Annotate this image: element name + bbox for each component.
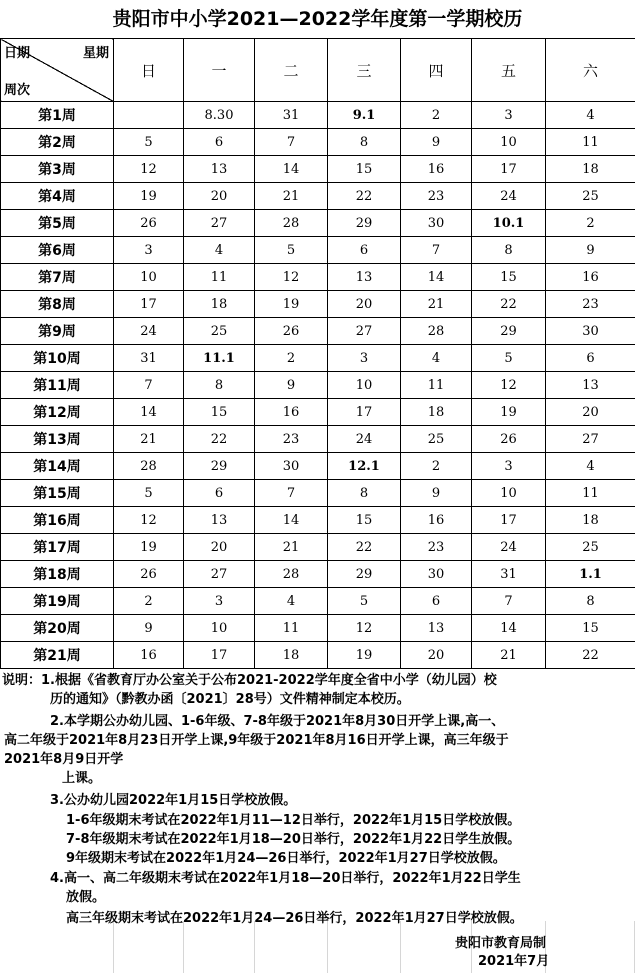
- day-cell: 20: [184, 534, 255, 561]
- day-cell: 17: [184, 642, 255, 669]
- day-cell: 16: [401, 156, 472, 183]
- day-cell: 20: [328, 291, 401, 318]
- day-cell: 31: [472, 561, 546, 588]
- week-row: [1, 642, 635, 669]
- day-cell: 15: [184, 399, 255, 426]
- day-cell: 14: [255, 156, 328, 183]
- week-row: [1, 264, 635, 291]
- day-cell: 29: [472, 318, 546, 345]
- day-cell: 21: [255, 183, 328, 210]
- day-cell: 2: [401, 453, 472, 480]
- note-3-line-2: 1-6年级期末考试在2022年1月11—12日举行，2022年1月15日学校放假。: [66, 813, 521, 828]
- day-cell: 17: [114, 291, 184, 318]
- day-cell: 5: [255, 237, 328, 264]
- day-cell: 19: [255, 291, 328, 318]
- header-row: [1, 39, 635, 102]
- day-cell: [114, 102, 184, 129]
- week-label-cell: 第10周: [1, 345, 114, 372]
- note-2-line-1: 2.本学期公办幼儿园、1-6年级、7-8年级于2021年8月30日开学上课,高一、: [50, 714, 505, 729]
- day-cell: 2: [255, 345, 328, 372]
- day-cell: 2: [114, 588, 184, 615]
- week-row: [1, 291, 635, 318]
- note-3-line-3: 7-8年级期末考试在2022年1月18—20日举行，2022年1月22日学生放假。: [66, 832, 521, 847]
- week-row: [1, 345, 635, 372]
- day-cell: 24: [328, 426, 401, 453]
- day-cell: 30: [546, 318, 635, 345]
- day-cell: 18: [184, 291, 255, 318]
- day-cell: 19: [114, 534, 184, 561]
- day-cell: 15: [328, 507, 401, 534]
- date-label: 日期: [4, 46, 31, 61]
- day-cell: 21: [401, 291, 472, 318]
- day-cell: 8: [328, 480, 401, 507]
- day-cell: 4: [255, 588, 328, 615]
- day-cell: 12: [255, 264, 328, 291]
- day-cell: 9: [401, 129, 472, 156]
- day-cell: 13: [546, 372, 635, 399]
- day-cell: 28: [255, 210, 328, 237]
- week-label-cell: 第1周: [1, 102, 114, 129]
- week-label-cell: 第21周: [1, 642, 114, 669]
- day-cell: 31: [114, 345, 184, 372]
- day-header-sun: 日: [114, 39, 184, 102]
- day-cell: 9: [401, 480, 472, 507]
- day-cell: 23: [255, 426, 328, 453]
- day-cell: 10.1: [472, 210, 546, 237]
- day-cell: 12.1: [328, 453, 401, 480]
- day-cell: 22: [184, 426, 255, 453]
- diagonal-header-cell: [1, 39, 114, 102]
- day-cell: 2: [546, 210, 635, 237]
- day-cell: 11: [401, 372, 472, 399]
- week-label-cell: 第14周: [1, 453, 114, 480]
- week-row: [1, 183, 635, 210]
- week-label-cell: 第2周: [1, 129, 114, 156]
- day-cell: 19: [328, 642, 401, 669]
- day-cell: 5: [472, 345, 546, 372]
- day-cell: 6: [401, 588, 472, 615]
- day-cell: 25: [546, 534, 635, 561]
- day-cell: 19: [472, 399, 546, 426]
- week-label-cell: 第19周: [1, 588, 114, 615]
- week-label-cell: 第5周: [1, 210, 114, 237]
- note-4-line-3: 高三年级期末考试在2022年1月24—26日举行，2022年1月27日学校放假。: [66, 911, 523, 926]
- day-cell: 17: [472, 507, 546, 534]
- day-cell: 3: [114, 237, 184, 264]
- day-cell: 6: [184, 129, 255, 156]
- day-cell: 16: [255, 399, 328, 426]
- day-cell: 18: [401, 399, 472, 426]
- day-cell: 18: [546, 507, 635, 534]
- day-cell: 26: [114, 561, 184, 588]
- day-cell: 29: [184, 453, 255, 480]
- day-cell: 8: [328, 129, 401, 156]
- day-cell: 19: [114, 183, 184, 210]
- day-cell: 26: [114, 210, 184, 237]
- day-cell: 27: [184, 210, 255, 237]
- day-cell: 4: [184, 237, 255, 264]
- day-cell: 14: [472, 615, 546, 642]
- week-label-cell: 第15周: [1, 480, 114, 507]
- week-row: [1, 399, 635, 426]
- note-2-line-2: 高二年级于2021年8月23日开学上课,9年级于2021年8月16日开学上课，高三年级于: [4, 733, 509, 748]
- day-cell: 20: [401, 642, 472, 669]
- day-header-mon: 一: [184, 39, 255, 102]
- week-label-cell: 第20周: [1, 615, 114, 642]
- week-label: 周次: [4, 83, 31, 98]
- day-header-wed: 三: [328, 39, 401, 102]
- day-cell: 25: [401, 426, 472, 453]
- day-cell: 10: [328, 372, 401, 399]
- day-cell: 8.30: [184, 102, 255, 129]
- day-cell: 26: [472, 426, 546, 453]
- day-cell: 12: [114, 507, 184, 534]
- day-cell: 27: [328, 318, 401, 345]
- page-title: 贵阳市中小学2021—2022学年度第一学期校历: [112, 8, 523, 30]
- week-row: [1, 129, 635, 156]
- day-cell: 3: [328, 345, 401, 372]
- week-row: [1, 426, 635, 453]
- day-cell: 10: [184, 615, 255, 642]
- note-3-line-1: 3.公办幼儿园2022年1月15日学校放假。: [50, 793, 297, 808]
- day-cell: 7: [255, 129, 328, 156]
- day-cell: 28: [255, 561, 328, 588]
- week-label-cell: 第12周: [1, 399, 114, 426]
- day-cell: 21: [255, 534, 328, 561]
- day-cell: 29: [328, 561, 401, 588]
- day-cell: 3: [472, 102, 546, 129]
- day-cell: 18: [546, 156, 635, 183]
- day-cell: 22: [328, 183, 401, 210]
- issuer-signature: 贵阳市教育局制: [455, 936, 547, 951]
- day-cell: 9: [114, 615, 184, 642]
- day-cell: 23: [401, 183, 472, 210]
- week-row: [1, 588, 635, 615]
- week-label-cell: 第9周: [1, 318, 114, 345]
- week-row: [1, 156, 635, 183]
- day-cell: 15: [472, 264, 546, 291]
- day-cell: 22: [328, 534, 401, 561]
- day-cell: 15: [328, 156, 401, 183]
- note-4-line-2: 放假。: [66, 890, 106, 905]
- day-cell: 27: [546, 426, 635, 453]
- week-row: [1, 615, 635, 642]
- day-cell: 28: [401, 318, 472, 345]
- day-cell: 26: [255, 318, 328, 345]
- day-header-fri: 五: [472, 39, 546, 102]
- day-cell: 18: [255, 642, 328, 669]
- week-row: [1, 561, 635, 588]
- week-row: [1, 453, 635, 480]
- day-cell: 7: [255, 480, 328, 507]
- day-cell: 23: [546, 291, 635, 318]
- week-label-cell: 第4周: [1, 183, 114, 210]
- note-1-line-1: 说明：1.根据《省教育厅办公室关于公布2021-2022学年度全省中小学（幼儿园）校: [2, 673, 497, 688]
- issue-date: 2021年7月: [478, 954, 550, 969]
- day-cell: 15: [546, 615, 635, 642]
- day-cell: 13: [184, 507, 255, 534]
- day-cell: 14: [255, 507, 328, 534]
- day-header-thu: 四: [401, 39, 472, 102]
- day-cell: 24: [472, 534, 546, 561]
- day-cell: 16: [546, 264, 635, 291]
- day-cell: 20: [546, 399, 635, 426]
- day-cell: 28: [114, 453, 184, 480]
- day-cell: 5: [114, 480, 184, 507]
- day-cell: 14: [401, 264, 472, 291]
- day-header-sat: 六: [546, 39, 635, 102]
- week-row: [1, 102, 635, 129]
- day-cell: 9: [255, 372, 328, 399]
- calendar-body: [1, 102, 635, 669]
- day-cell: 2: [401, 102, 472, 129]
- note-2-line-3: 2021年8月9日开学: [4, 752, 124, 767]
- day-cell: 11: [184, 264, 255, 291]
- day-cell: 13: [401, 615, 472, 642]
- day-cell: 10: [472, 129, 546, 156]
- day-cell: 11: [546, 129, 635, 156]
- day-cell: 3: [184, 588, 255, 615]
- day-cell: 22: [472, 291, 546, 318]
- week-label-cell: 第11周: [1, 372, 114, 399]
- day-cell: 30: [255, 453, 328, 480]
- day-cell: 25: [184, 318, 255, 345]
- day-cell: 5: [114, 129, 184, 156]
- day-cell: 5: [328, 588, 401, 615]
- day-cell: 17: [328, 399, 401, 426]
- day-cell: 6: [328, 237, 401, 264]
- note-3-line-4: 9年级期末考试在2022年1月24—26日举行，2022年1月27日学校放假。: [66, 851, 506, 866]
- day-cell: 12: [472, 372, 546, 399]
- day-cell: 4: [401, 345, 472, 372]
- week-row: [1, 372, 635, 399]
- day-cell: 16: [114, 642, 184, 669]
- day-cell: 20: [184, 183, 255, 210]
- day-cell: 4: [546, 102, 635, 129]
- day-cell: 13: [184, 156, 255, 183]
- day-cell: 11: [546, 480, 635, 507]
- day-cell: 9.1: [328, 102, 401, 129]
- week-row: [1, 534, 635, 561]
- week-row: [1, 237, 635, 264]
- week-label-cell: 第16周: [1, 507, 114, 534]
- day-cell: 7: [401, 237, 472, 264]
- day-cell: 25: [546, 183, 635, 210]
- day-cell: 29: [328, 210, 401, 237]
- day-header-tue: 二: [255, 39, 328, 102]
- day-cell: 10: [114, 264, 184, 291]
- day-cell: 7: [472, 588, 546, 615]
- weekday-label: 星期: [82, 46, 109, 61]
- day-cell: 9: [546, 237, 635, 264]
- week-row: [1, 480, 635, 507]
- day-cell: 24: [114, 318, 184, 345]
- note-2-line-4: 上课。: [62, 771, 102, 786]
- day-cell: 8: [472, 237, 546, 264]
- day-cell: 30: [401, 210, 472, 237]
- day-cell: 11: [255, 615, 328, 642]
- week-label-cell: 第18周: [1, 561, 114, 588]
- week-row: [1, 507, 635, 534]
- day-cell: 30: [401, 561, 472, 588]
- week-label-cell: 第8周: [1, 291, 114, 318]
- day-cell: 6: [546, 345, 635, 372]
- week-label-cell: 第7周: [1, 264, 114, 291]
- week-label-cell: 第3周: [1, 156, 114, 183]
- note-4-line-1: 4.高一、高二年级期末考试在2022年1月18—20日举行，2022年1月22日学生: [50, 871, 521, 886]
- day-cell: 14: [114, 399, 184, 426]
- week-row: [1, 210, 635, 237]
- week-label-cell: 第17周: [1, 534, 114, 561]
- note-1-line-2: 历的通知》（黔教办函〔2021〕28号）文件精神制定本校历。: [50, 692, 410, 707]
- day-cell: 23: [401, 534, 472, 561]
- day-cell: 3: [472, 453, 546, 480]
- day-cell: 21: [472, 642, 546, 669]
- week-label-cell: 第13周: [1, 426, 114, 453]
- day-cell: 21: [114, 426, 184, 453]
- day-cell: 12: [114, 156, 184, 183]
- day-cell: 10: [472, 480, 546, 507]
- day-cell: 11.1: [184, 345, 255, 372]
- day-cell: 12: [328, 615, 401, 642]
- day-cell: 6: [184, 480, 255, 507]
- day-cell: 31: [255, 102, 328, 129]
- day-cell: 27: [184, 561, 255, 588]
- day-cell: 8: [546, 588, 635, 615]
- notes-section: [0, 669, 635, 973]
- day-cell: 16: [401, 507, 472, 534]
- day-cell: 4: [546, 453, 635, 480]
- day-cell: 1.1: [546, 561, 635, 588]
- day-cell: 17: [472, 156, 546, 183]
- day-cell: 24: [472, 183, 546, 210]
- week-label-cell: 第6周: [1, 237, 114, 264]
- day-cell: 8: [184, 372, 255, 399]
- day-cell: 22: [546, 642, 635, 669]
- day-cell: 7: [114, 372, 184, 399]
- week-row: [1, 318, 635, 345]
- calendar-table: [0, 38, 635, 669]
- day-cell: 13: [328, 264, 401, 291]
